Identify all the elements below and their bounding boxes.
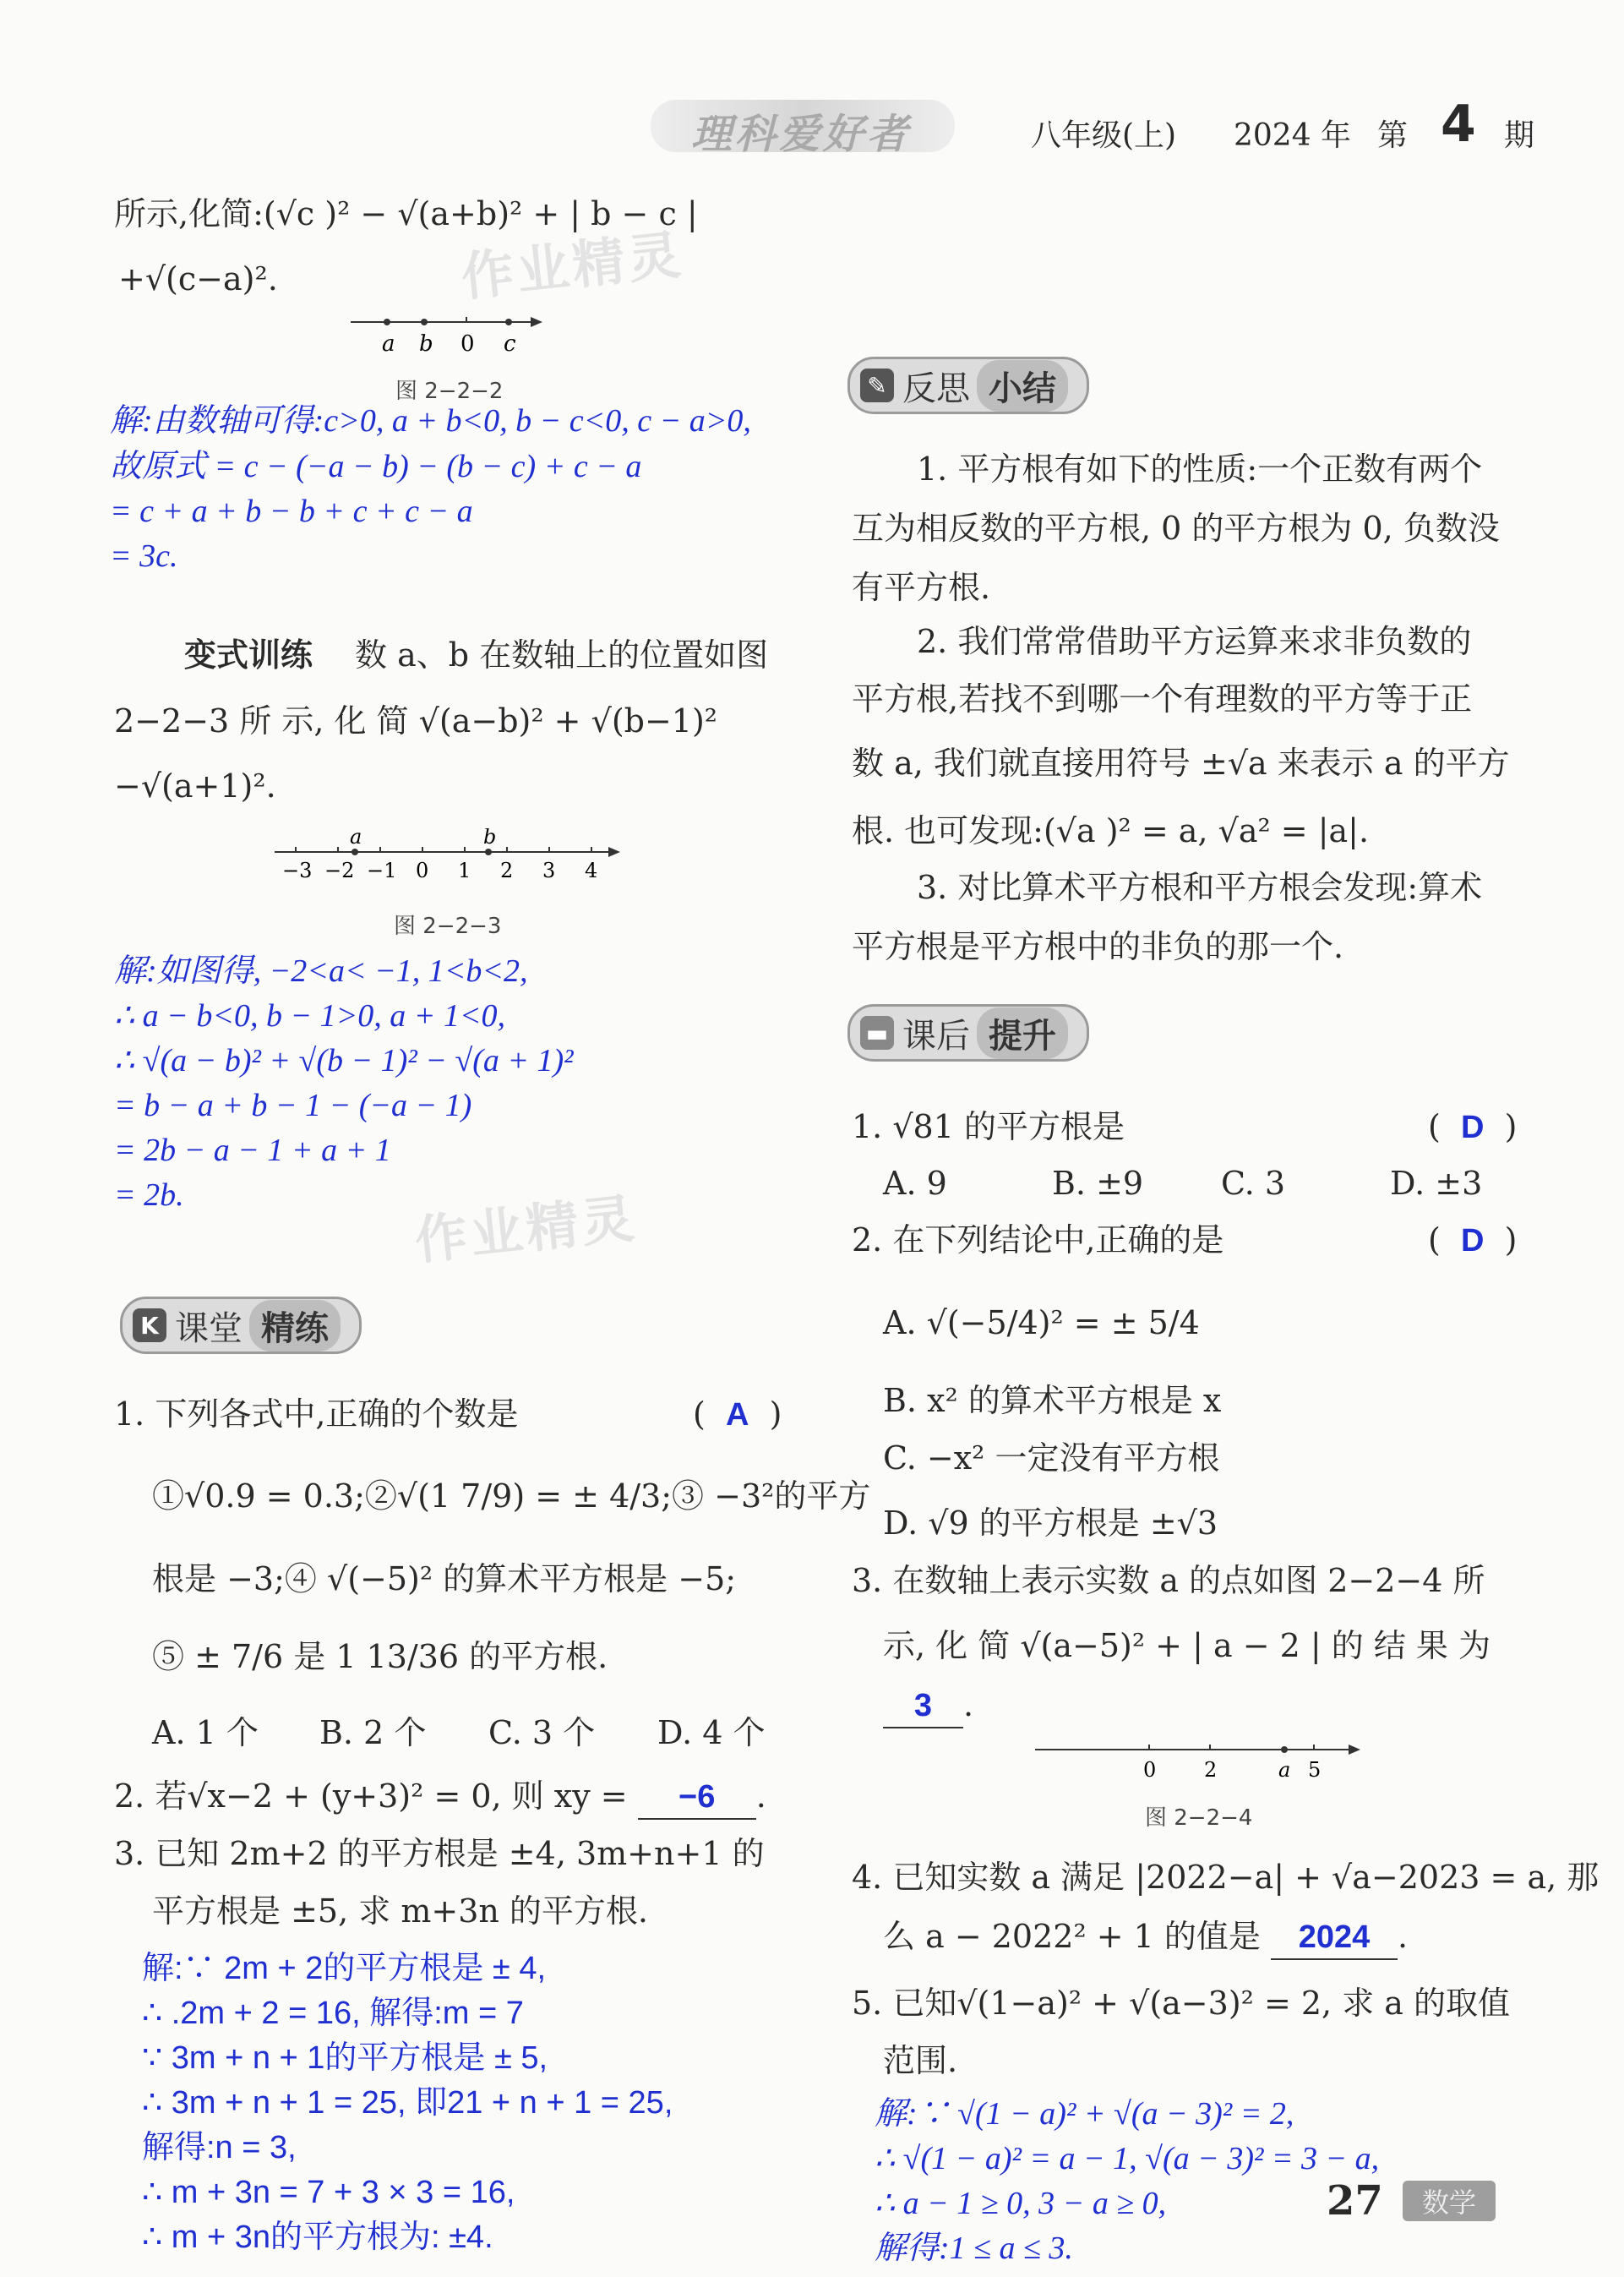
issue-suffix: 期 [1504,118,1535,153]
r4-line-1: 4. 已知实数 a 满足 |2022−a| + √a−2023 = a, 那 [852,1859,1599,1896]
section-title-plain: 课堂 [175,1308,243,1348]
intro-line-1: 所示,化简:(√c )² − √(a+b)² + | b − c | [114,195,698,232]
r5-line-2: 范围. [883,2042,958,2079]
issue-number: 4 [1441,95,1476,154]
r2-option-b: B. x² 的算术平方根是 x [883,1382,1222,1419]
r5-solution-line: ∴ √(1 − a)² = a − 1, √(a − 3)² = 3 − a, [875,2141,1380,2176]
r1-option-d: D. ±3 [1390,1165,1483,1202]
q3-solution-line: ∴ .2m + 2 = 16, 解得:m = 7 [142,1996,524,2031]
after-title-plain: 课后 [902,1016,970,1056]
r5-line-1: 5. 已知√(1−a)² + √(a−3)² = 2, 求 a 的取值 [852,1985,1511,2022]
q2-line: 2. 若√x−2 + (y+3)² = 0, 则 xy = −6 . [114,1775,766,1820]
r1-answer: D [1460,1110,1485,1145]
reflect-icon: ✎ [860,369,894,402]
fig1-label-a: a [382,331,395,357]
r2-answer: D [1460,1223,1485,1259]
q1-line-3: 根是 −3;④ √(−5)² 的算术平方根是 −5; [152,1560,737,1597]
reflect-line: 平方根,若找不到哪一个有理数的平方等于正 [852,680,1473,718]
q2-answer: −6 [638,1776,756,1820]
watermark: 作业精灵 [458,223,687,309]
r4-line-2: 么 a − 2022² + 1 的值是 2024 . [883,1915,1408,1960]
page-header [651,95,1589,159]
fig2-tick: 0 [416,859,429,882]
solution-1-line: = c + a + b − b + c + c − a [110,494,473,529]
number-line-figure-4 [1031,1733,1369,1783]
fig2-tick: −1 [367,859,397,882]
variant-line-1: 数 a、b 在数轴上的位置如图 [355,636,769,674]
brand-logo: 理科爱好者 [691,111,912,158]
year-label: 2024 年 [1234,118,1352,153]
r3-line-1: 3. 在数轴上表示实数 a 的点如图 2−2−4 所 [852,1562,1485,1599]
section-title-bold: 精练 [249,1300,341,1351]
number-line-figure-2 [270,828,625,887]
q1-answer: A [725,1397,749,1433]
r1-option-b: B. ±9 [1052,1165,1144,1202]
r2-answer-bracket: ( D ) [1428,1221,1518,1259]
variant-title: 变式训练 [184,636,313,674]
watermark: 作业精灵 [411,1187,640,1272]
q3-line-2: 平方根是 ±5, 求 m+3n 的平方根. [152,1892,649,1930]
q3-line-1: 3. 已知 2m+2 的平方根是 ±4, 3m+n+1 的 [114,1835,765,1872]
reflect-line: 数 a, 我们就直接用符号 ±√a 来表示 a 的平方 [852,745,1510,782]
reflect-line: 3. 对比算术平方根和平方根会发现:算术 [917,869,1483,906]
solution-2-line: = 2b. [114,1177,184,1213]
reflect-line: 1. 平方根有如下的性质:一个正数有两个 [917,450,1483,488]
after-title-bold: 提升 [977,1007,1068,1059]
section-k-icon: K [133,1308,166,1342]
solution-2-line: = b − a + b − 1 − (−a − 1) [114,1088,472,1123]
fig2-tick: −3 [282,859,313,882]
r5-solution-line: 解:∵ √(1 − a)² + √(a − 3)² = 2, [875,2096,1294,2132]
fig1-caption: 图 2−2−2 [395,379,504,404]
fig4-label-a: a [1278,1758,1291,1782]
fig4-label-0: 0 [1143,1758,1157,1782]
fig4-caption: 图 2−2−4 [1145,1805,1253,1831]
solution-2-line: = 2b − a − 1 + a + 1 [114,1133,391,1168]
r4-answer: 2024 [1271,1916,1398,1960]
r3-answer: 3 [883,1685,963,1728]
solution-2-line: ∴ a − b<0, b − 1>0, a + 1<0, [114,998,506,1034]
fig2-caption: 图 2−2−3 [394,914,502,939]
subject-tag: 数学 [1403,2181,1496,2221]
reflect-line: 2. 我们常常借助平方运算来求非负数的 [917,623,1472,660]
grade-label: 八年级(上) [1031,118,1177,153]
reflect-line: 互为相反数的平方根, 0 的平方根为 0, 负数没 [852,510,1500,547]
r3-line-2: 示, 化 简 √(a−5)² + | a − 2 | 的 结 果 为 [883,1627,1490,1664]
page-number: 27 [1327,2177,1383,2225]
q1-line-4: ⑤ ± 7/6 是 1 13/36 的平方根. [152,1638,608,1675]
q3-solution-line: 解得:n = 3, [142,2130,297,2165]
variant-line-3: −√(a+1)². [114,767,276,805]
fig4-label-5: 5 [1308,1758,1322,1782]
fig4-label-2: 2 [1204,1758,1218,1782]
r1-option-a: A. 9 [883,1165,947,1202]
fig2-point-a: a [350,828,362,849]
q3-solution-line: ∴ m + 3n = 7 + 3 × 3 = 16, [142,2175,515,2210]
section-header-after-class [847,1004,1089,1062]
fig2-tick: 3 [542,859,556,882]
r2-option-c: C. −x² 一定没有平方根 [883,1439,1220,1477]
number-line-figure-1 [346,309,549,359]
q3-solution-line: ∵ 3m + n + 1的平方根是 ± 5, [142,2040,548,2076]
fig1-label-0: 0 [460,331,475,357]
r2-option-d: D. √9 的平方根是 ±√3 [883,1504,1218,1542]
q1-option-b: B. 2 个 [319,1714,427,1751]
r5-solution-line: 解得:1 ≤ a ≤ 3. [875,2231,1073,2266]
solution-1-line: 故原式 = c − (−a − b) − (b − c) + c − a [110,449,642,484]
fig2-tick: −2 [324,859,355,882]
r4-text: 么 a − 2022² + 1 的值是 [883,1918,1261,1955]
reflect-line: 有平方根. [852,569,991,606]
q1-option-d: D. 4 个 [657,1714,766,1751]
solution-2-line: ∴ √(a − b)² + √(b − 1)² − √(a + 1)² [114,1043,574,1078]
fig2-tick: 2 [500,859,514,882]
q3-solution-line: ∴ 3m + n + 1 = 25, 即21 + n + 1 = 25, [142,2085,673,2121]
q1-answer-bracket: ( A ) [693,1395,782,1433]
fig1-label-b: b [419,331,433,357]
q1-line-2: ①√0.9 = 0.3;②√(1 7/9) = ± 4/3;③ −3²的平方 [152,1477,871,1515]
q3-solution-line: 解:∵ 2m + 2的平方根是 ± 4, [142,1951,547,1986]
r1-option-c: C. 3 [1221,1165,1286,1202]
fig2-point-b: b [483,828,497,849]
r2-stem: 2. 在下列结论中,正确的是 [852,1221,1224,1259]
reflect-line: 平方根是平方根中的非负的那一个. [852,928,1344,965]
q2-text: 2. 若√x−2 + (y+3)² = 0, 则 xy = [114,1777,628,1815]
reflect-title-plain: 反思 [902,369,970,408]
section-header-reflection [847,357,1089,414]
section-header-class-practice [120,1297,362,1354]
solution-2-line: 解:如图得, −2<a< −1, 1<b<2, [114,953,528,989]
q1-stem: 1. 下列各式中,正确的个数是 [114,1395,519,1433]
after-class-icon: ▬ [860,1016,894,1050]
variant-line-2: 2−2−3 所 示, 化 简 √(a−b)² + √(b−1)² [114,702,718,740]
intro-line-2: +√(c−a)². [118,260,278,298]
reflect-line: 根. 也可发现:(√a )² = a, √a² = |a|. [852,812,1370,849]
issue-prefix: 第 [1377,118,1409,153]
r3-answer-line: 3 . [883,1684,973,1728]
solution-1-line: 解:由数轴可得:c>0, a + b<0, b − c<0, c − a>0, [110,403,751,439]
reflect-title-bold: 小结 [977,360,1068,412]
fig2-tick: 1 [458,859,471,882]
q1-option-a: A. 1 个 [152,1714,259,1751]
solution-1-line: = 3c. [110,538,178,574]
r5-solution-line: ∴ a − 1 ≥ 0, 3 − a ≥ 0, [875,2186,1167,2221]
q3-solution-line: ∴ m + 3n的平方根为: ±4. [142,2220,493,2255]
fig1-label-c: c [504,331,516,357]
r1-stem: 1. √81 的平方根是 [852,1108,1125,1145]
fig2-tick: 4 [585,859,598,882]
r1-answer-bracket: ( D ) [1428,1108,1518,1145]
r2-option-a: A. √(−5/4)² = ± 5/4 [883,1304,1200,1341]
q1-option-c: C. 3 个 [488,1714,596,1751]
